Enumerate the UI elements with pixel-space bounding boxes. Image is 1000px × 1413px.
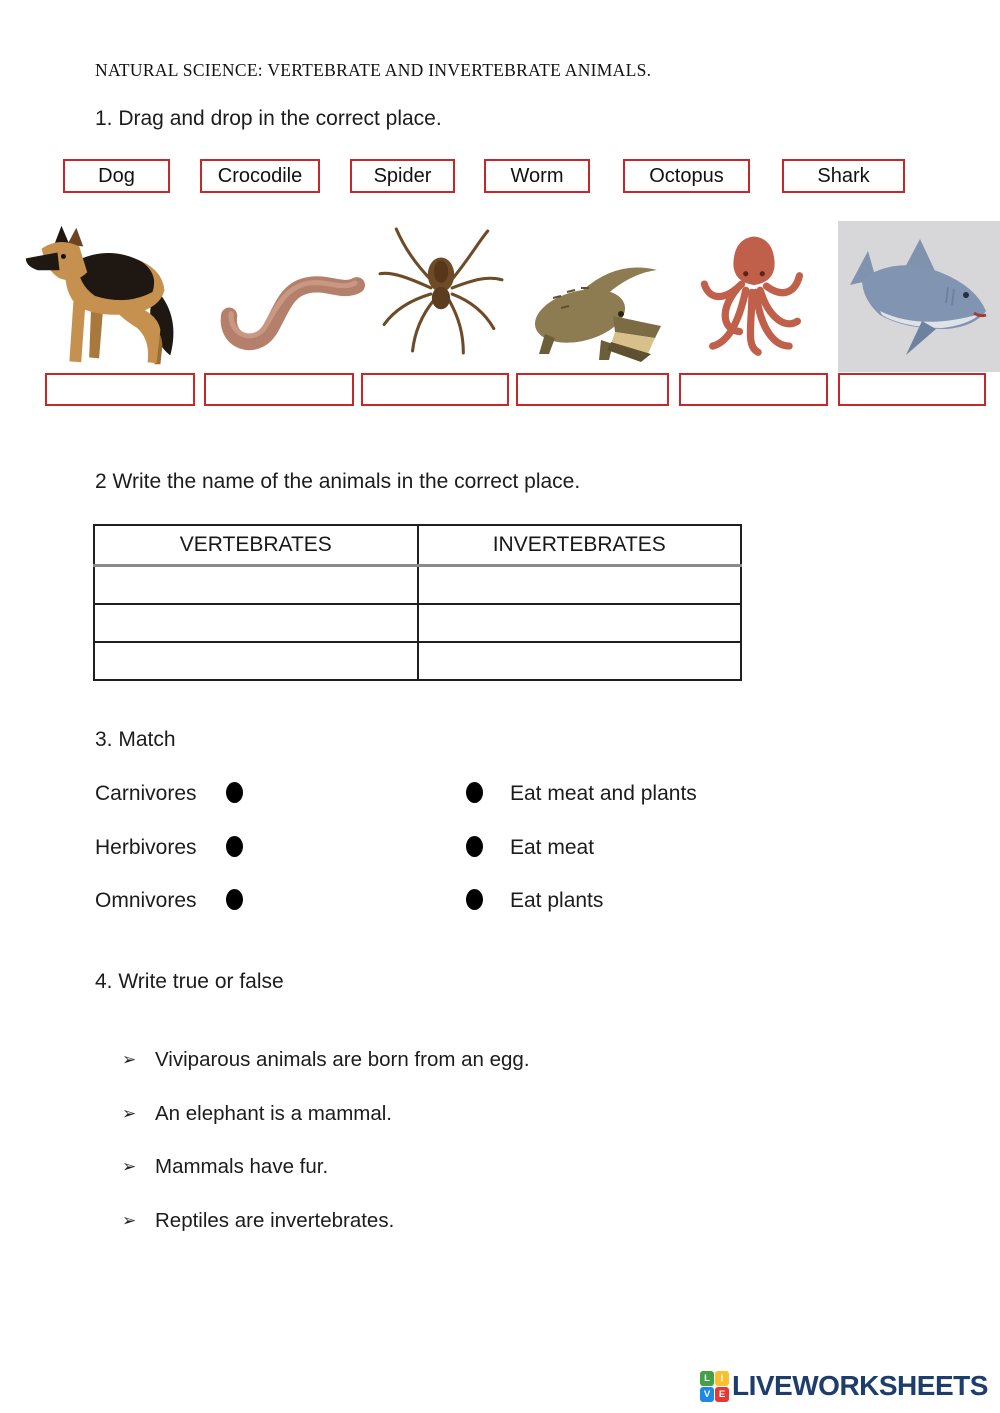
- drag-label-shark[interactable]: Shark: [782, 159, 905, 193]
- drag-label-worm[interactable]: Worm: [484, 159, 590, 193]
- table-row: [94, 604, 741, 642]
- arrow-bullet-icon: ➢: [122, 1210, 137, 1230]
- match-row-carnivores: [95, 780, 795, 834]
- match-label-carnivores: Carnivores: [95, 782, 197, 805]
- drop-box-4[interactable]: [516, 373, 669, 406]
- statement-row: [122, 1102, 822, 1156]
- arrow-bullet-icon: ➢: [122, 1157, 137, 1176]
- table-cell-input[interactable]: [418, 642, 742, 680]
- crocodile-image: [505, 246, 670, 368]
- section1-heading: 1. Drag and drop in the correct place.: [95, 107, 442, 130]
- statement-text: An elephant is a mammal.: [155, 1101, 393, 1125]
- match-dot-right-2[interactable]: [466, 836, 483, 857]
- statement-text: Mammals have fur.: [155, 1155, 329, 1178]
- statement-row: [122, 1048, 822, 1102]
- drag-label-crocodile[interactable]: Crocodile: [200, 159, 320, 193]
- arrow-bullet-icon: ➢: [122, 1050, 137, 1069]
- drop-box-5[interactable]: [679, 373, 828, 406]
- worm-image: [215, 255, 367, 360]
- drop-box-2[interactable]: [204, 373, 354, 406]
- octopus-image: [692, 230, 816, 365]
- spider-image: [378, 226, 505, 360]
- statement-row: [122, 1209, 822, 1263]
- dog-image: [12, 222, 200, 372]
- drag-label-octopus[interactable]: Octopus: [623, 159, 750, 193]
- table-header-invertebrates: INVERTEBRATES: [418, 525, 742, 566]
- match-label-eat-meat: Eat meat: [510, 835, 595, 859]
- shark-image: [838, 221, 1000, 372]
- match-exercise: [95, 780, 795, 941]
- section2-heading: 2 Write the name of the animals in the correct place.: [95, 470, 581, 493]
- match-dot-left-1[interactable]: [226, 782, 243, 803]
- table-row: [94, 566, 741, 605]
- table-cell-input[interactable]: [94, 642, 418, 680]
- match-dot-left-2[interactable]: [226, 836, 243, 857]
- table-row: [94, 642, 741, 680]
- drop-box-1[interactable]: [45, 373, 195, 406]
- true-false-exercise: [122, 1048, 822, 1262]
- drag-label-dog[interactable]: Dog: [63, 159, 170, 193]
- match-label-eat-meat-and-plants: Eat meat and plants: [510, 782, 697, 805]
- arrow-bullet-icon: ➢: [122, 1103, 137, 1123]
- table-header-vertebrates: VERTEBRATES: [94, 525, 418, 566]
- match-dot-right-3[interactable]: [466, 889, 483, 910]
- table-cell-input[interactable]: [418, 604, 742, 642]
- drop-box-6[interactable]: [838, 373, 986, 406]
- classification-table: [93, 524, 742, 681]
- statement-text: Reptiles are invertebrates.: [155, 1208, 395, 1232]
- page-title: NATURAL SCIENCE: VERTEBRATE AND INVERTEBRATE ANIMALS.: [95, 60, 652, 80]
- liveworksheets-logo[interactable]: [700, 1370, 988, 1402]
- section3-heading: 3. Match: [95, 728, 176, 751]
- statement-row: [122, 1155, 822, 1209]
- match-row-omnivores: [95, 887, 795, 941]
- table-cell-input[interactable]: [94, 604, 418, 642]
- table-cell-input[interactable]: [94, 566, 418, 605]
- match-label-omnivores: Omnivores: [95, 889, 197, 912]
- match-dot-left-3[interactable]: [226, 889, 243, 910]
- drop-box-3[interactable]: [361, 373, 509, 406]
- section4-heading: 4. Write true or false: [95, 970, 284, 993]
- liveworksheets-wordmark: LIVEWORKSHEETS: [732, 1370, 988, 1401]
- match-label-eat-plants: Eat plants: [510, 889, 604, 912]
- match-row-herbivores: [95, 834, 795, 888]
- match-label-herbivores: Herbivores: [95, 835, 197, 859]
- match-dot-right-1[interactable]: [466, 782, 483, 803]
- table-cell-input[interactable]: [418, 566, 742, 605]
- statement-text: Viviparous animals are born from an egg.: [155, 1048, 530, 1071]
- liveworksheets-grid-icon: L I V E: [700, 1371, 729, 1402]
- drag-label-spider[interactable]: Spider: [350, 159, 455, 193]
